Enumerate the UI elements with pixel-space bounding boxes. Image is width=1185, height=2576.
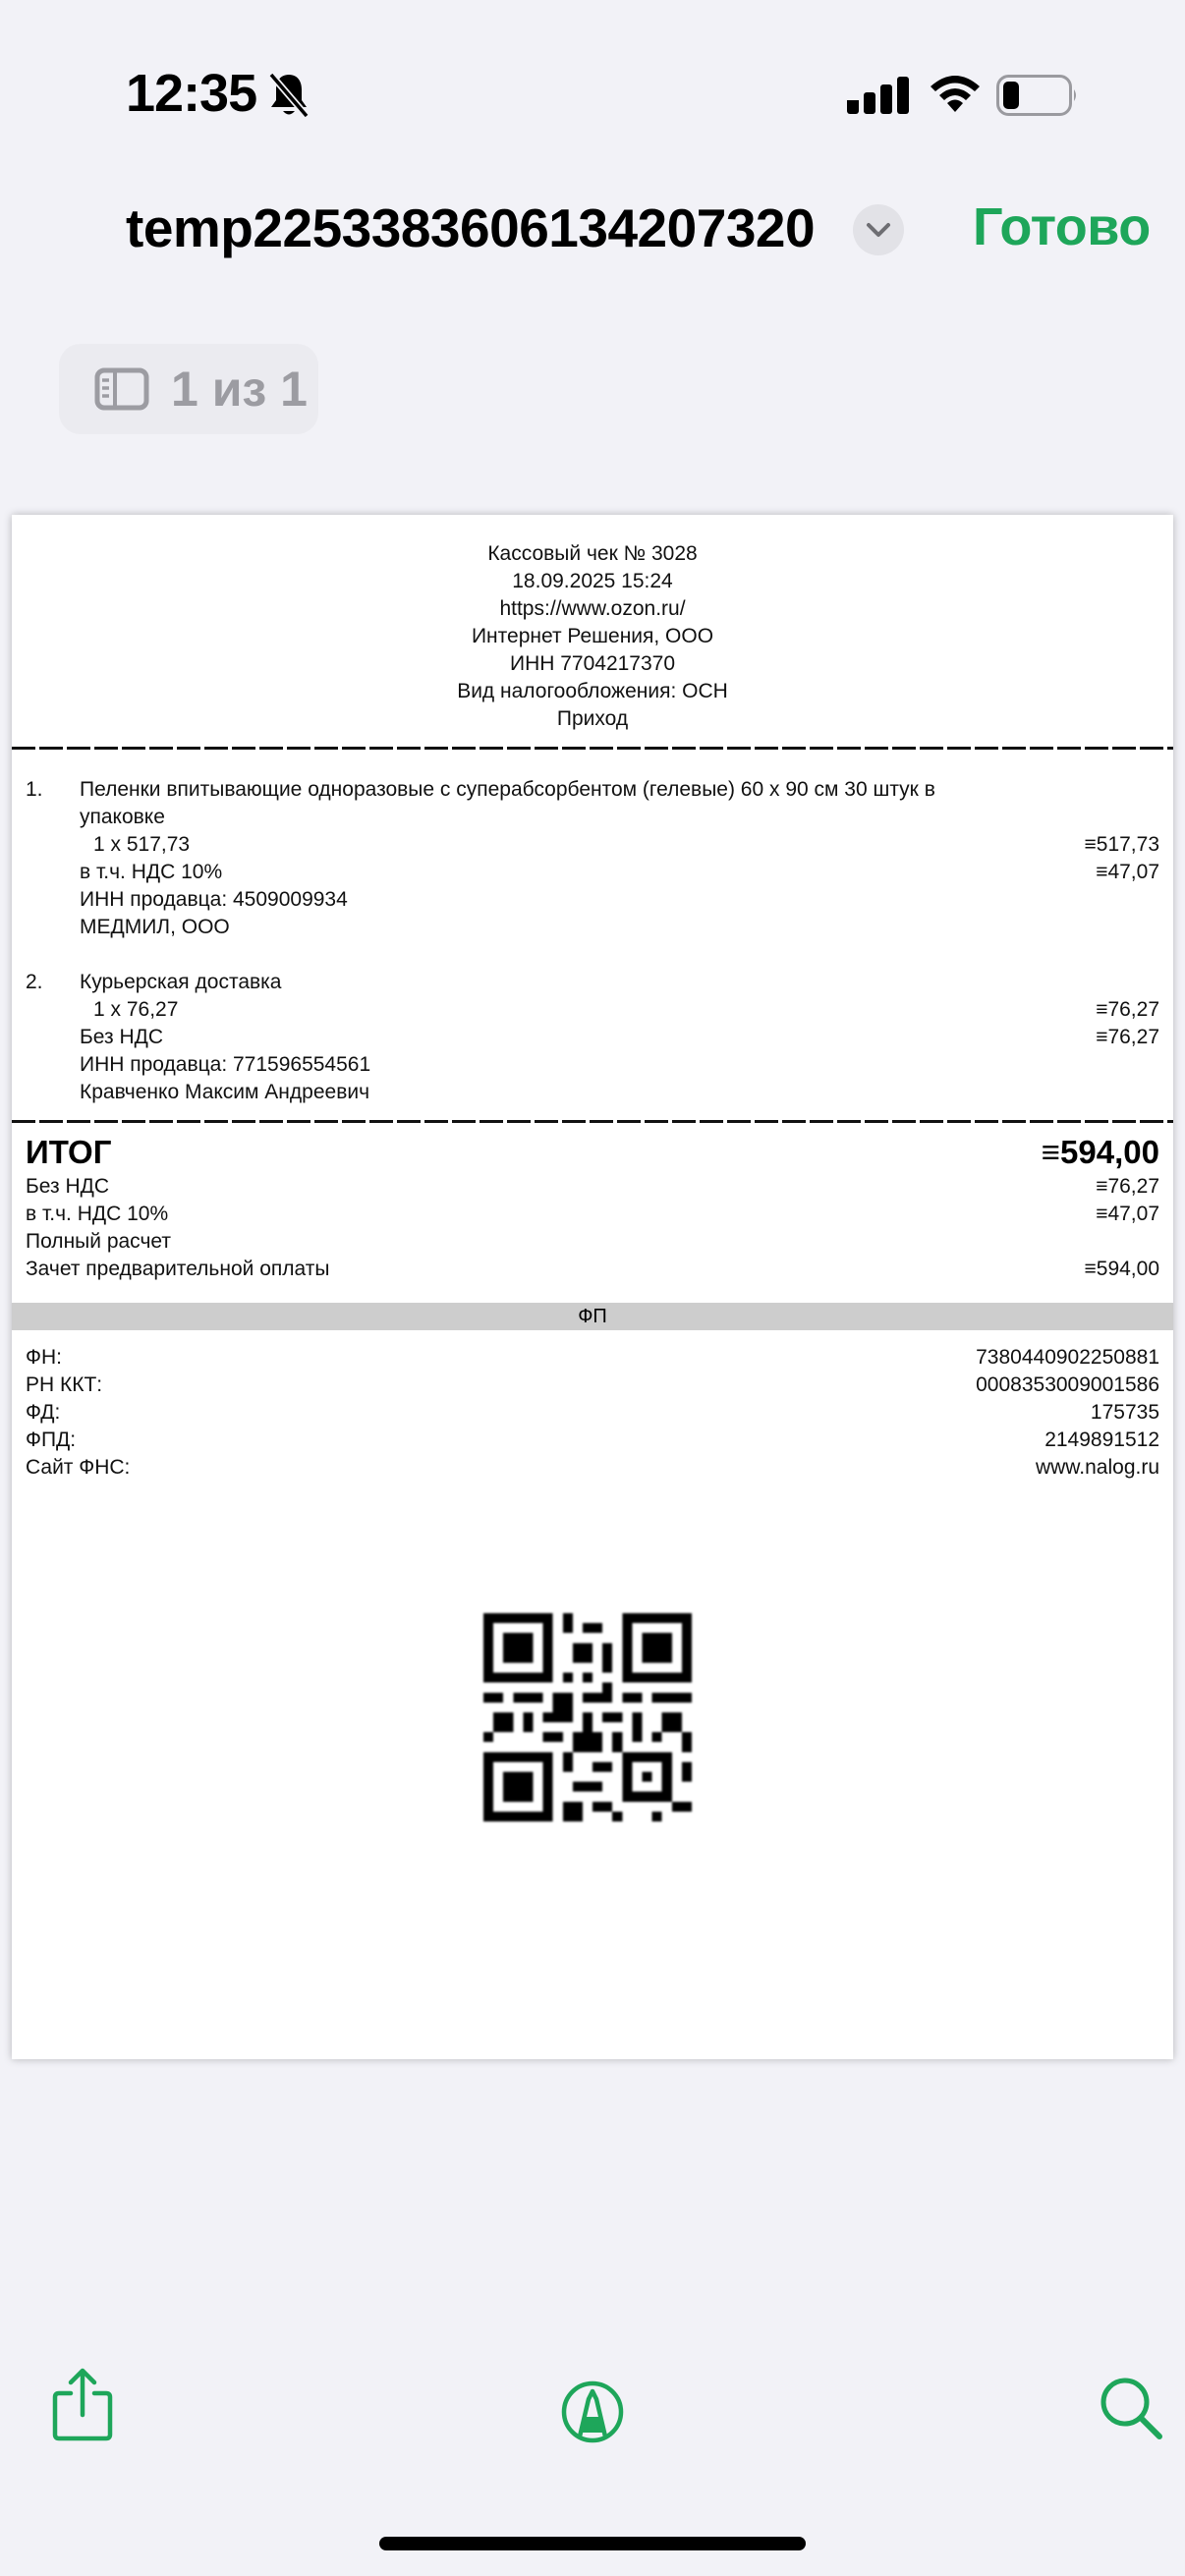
- markup-icon[interactable]: [560, 2380, 625, 2444]
- fiscal-value-rn: 0008353009001586: [976, 1373, 1159, 1396]
- bell-slash-icon: [267, 71, 310, 120]
- item-1-tax-label: в т.ч. НДС 10%: [80, 861, 223, 883]
- total-row-label: в т.ч. НДС 10%: [26, 1203, 169, 1225]
- item-1-name: Пеленки впитывающие одноразовые с суперабсорбентом (гелевые) 60 х 90 см 30 штук в: [80, 778, 935, 801]
- total-row-value: ≡47,07: [1096, 1203, 1159, 1225]
- total-row-label: Без НДС: [26, 1175, 110, 1198]
- item-2-qty: 1 x 76,27: [93, 998, 179, 1021]
- wifi-icon: [928, 73, 983, 116]
- item-2-seller-inn: ИНН продавца: 771596554561: [80, 1053, 371, 1076]
- fiscal-value-fpd: 2149891512: [1044, 1428, 1159, 1451]
- item-2-tax-label: Без НДС: [80, 1026, 164, 1048]
- receipt-url: https://www.ozon.ru/: [499, 597, 686, 620]
- fiscal-label-fd: ФД:: [26, 1401, 61, 1424]
- item-2-sum: ≡76,27: [1096, 998, 1159, 1021]
- status-time: 12:35: [126, 64, 257, 123]
- fiscal-value-fn: 7380440902250881: [976, 1346, 1159, 1369]
- receipt-number: Кассовый чек № 3028: [487, 542, 698, 565]
- fp-header: ФП: [12, 1303, 1173, 1330]
- item-1-name-cont: упаковке: [80, 806, 165, 828]
- battery-icon: [996, 75, 1079, 116]
- sidebar-icon: [94, 367, 149, 411]
- item-1-sum: ≡517,73: [1084, 833, 1159, 856]
- item-2-tax-value: ≡76,27: [1096, 1026, 1159, 1048]
- title-menu-button[interactable]: [853, 204, 904, 255]
- fiscal-label-site: Сайт ФНС:: [26, 1456, 131, 1479]
- cellular-signal-icon: [847, 75, 912, 118]
- total-value: ≡594,00: [1041, 1134, 1159, 1170]
- document-title: temp2253383606134207320: [126, 197, 816, 258]
- receipt-tax-system: Вид налогообложения: ОСН: [457, 680, 728, 702]
- done-button[interactable]: Готово: [973, 197, 1151, 256]
- item-1-tax-value: ≡47,07: [1096, 861, 1159, 883]
- qr-code-icon: [483, 1613, 692, 1821]
- total-row-value: ≡76,27: [1096, 1175, 1159, 1198]
- page-indicator-label: 1 из 1: [171, 362, 308, 417]
- receipt-datetime: 18.09.2025 15:24: [512, 570, 673, 592]
- page-indicator[interactable]: [59, 344, 318, 434]
- search-icon[interactable]: [1099, 2376, 1163, 2440]
- fiscal-label-rn: РН ККТ:: [26, 1373, 103, 1396]
- receipt-page: [12, 515, 1173, 2059]
- total-row-label: Зачет предварительной оплаты: [26, 1258, 330, 1280]
- fiscal-label-fpd: ФПД:: [26, 1428, 77, 1451]
- home-indicator[interactable]: [379, 2537, 806, 2550]
- fiscal-label-fn: ФН:: [26, 1346, 62, 1369]
- total-row-value: ≡594,00: [1084, 1258, 1159, 1280]
- item-1-number: 1.: [26, 778, 43, 801]
- fiscal-value-site: www.nalog.ru: [1035, 1456, 1159, 1479]
- fiscal-value-fd: 175735: [1090, 1401, 1159, 1424]
- total-row-label: Полный расчет: [26, 1230, 171, 1253]
- item-2-number: 2.: [26, 971, 43, 993]
- item-1-qty: 1 x 517,73: [93, 833, 191, 856]
- share-icon[interactable]: [51, 2368, 114, 2442]
- status-bar: [0, 0, 1185, 187]
- item-2-name: Курьерская доставка: [80, 971, 282, 993]
- item-1-seller-name: МЕДМИЛ, ООО: [80, 916, 230, 938]
- receipt-operation: Приход: [556, 707, 629, 730]
- receipt-inn: ИНН 7704217370: [509, 652, 676, 675]
- divider-dashed: [12, 1120, 1173, 1123]
- receipt-company: Интернет Решения, ООО: [471, 625, 714, 647]
- divider-dashed: [12, 747, 1173, 750]
- chevron-down-icon: [866, 221, 891, 239]
- total-label: ИТОГ: [26, 1134, 112, 1170]
- item-1-seller-inn: ИНН продавца: 4509009934: [80, 888, 348, 911]
- item-2-seller-name: Кравченко Максим Андреевич: [80, 1081, 370, 1103]
